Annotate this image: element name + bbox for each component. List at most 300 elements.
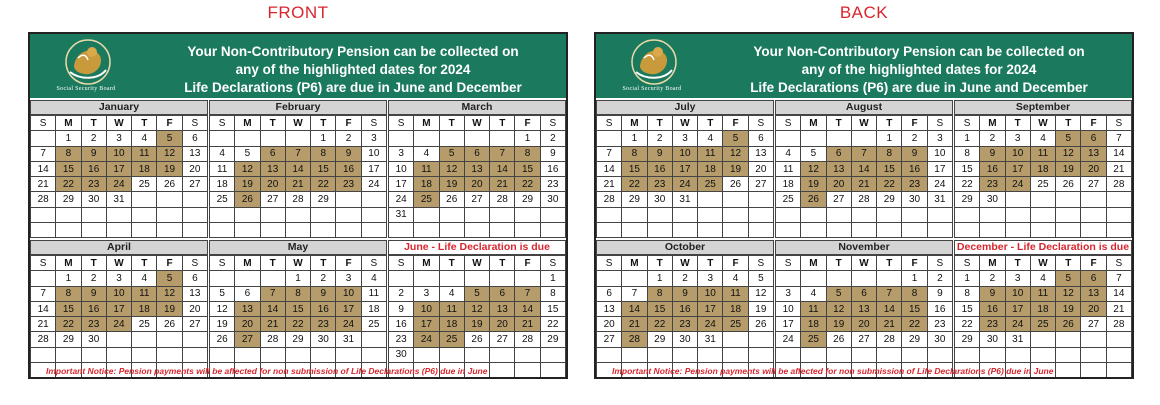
day-cell: 3 [1005, 271, 1030, 286]
month-header: November [775, 240, 953, 255]
day-cell: 20 [748, 161, 773, 176]
empty-cell [851, 223, 876, 238]
day-cell: 16 [540, 161, 565, 176]
day-cell: 11 [1030, 146, 1055, 161]
empty-cell [902, 207, 927, 222]
day-names-row [776, 116, 953, 131]
empty-cell [698, 192, 723, 207]
week-row [389, 146, 566, 161]
day-cell: 25 [132, 177, 157, 192]
day-cell: 11 [132, 286, 157, 301]
month-table [209, 255, 387, 378]
day-cell: 13 [182, 286, 207, 301]
day-cell: 8 [955, 146, 980, 161]
day-name: T [1005, 116, 1030, 131]
week-row [389, 332, 566, 347]
day-cell: 12 [464, 301, 489, 316]
empty-cell [980, 207, 1005, 222]
day-cell: 5 [1056, 131, 1081, 146]
empty-cell [1106, 332, 1131, 347]
empty-cell [490, 347, 515, 362]
empty-cell [877, 271, 902, 286]
day-cell: 2 [311, 271, 336, 286]
day-cell: 5 [210, 286, 235, 301]
empty-cell [1081, 347, 1106, 362]
empty-cell [672, 347, 697, 362]
day-cell: 14 [1106, 286, 1131, 301]
day-cell: 29 [902, 332, 927, 347]
day-names-row [210, 116, 387, 131]
week-row [31, 271, 208, 286]
week-row [389, 177, 566, 192]
day-name: S [776, 116, 801, 131]
day-cell: 30 [980, 332, 1005, 347]
empty-cell [826, 131, 851, 146]
day-cell: 10 [336, 286, 361, 301]
empty-cell [235, 223, 260, 238]
day-cell: 11 [361, 286, 386, 301]
day-cell: 22 [955, 317, 980, 332]
day-cell: 25 [439, 332, 464, 347]
day-cell: 15 [877, 161, 902, 176]
day-cell: 27 [235, 332, 260, 347]
day-cell: 16 [647, 161, 672, 176]
day-cell: 20 [235, 317, 260, 332]
empty-cell [851, 207, 876, 222]
empty-cell [1106, 192, 1131, 207]
day-cell: 1 [311, 131, 336, 146]
empty-cell [647, 347, 672, 362]
day-cell: 10 [927, 146, 952, 161]
day-name: T [698, 256, 723, 271]
empty-cell [210, 207, 235, 222]
empty-cell [361, 347, 386, 362]
day-cell: 31 [106, 192, 131, 207]
front-label: FRONT [267, 3, 329, 22]
banner-line-3: Life Declarations (P6) are due in June and December [750, 80, 1088, 95]
day-name: F [1081, 256, 1106, 271]
day-cell: 26 [723, 177, 748, 192]
day-cell: 30 [81, 192, 106, 207]
empty-cell [1005, 347, 1030, 362]
day-cell: 8 [515, 146, 540, 161]
day-name: S [1106, 256, 1131, 271]
day-cell: 19 [1056, 301, 1081, 316]
day-cell: 31 [698, 332, 723, 347]
day-cell: 19 [464, 317, 489, 332]
day-cell: 24 [389, 192, 414, 207]
day-cell: 24 [414, 332, 439, 347]
empty-cell [235, 271, 260, 286]
week-row [776, 192, 953, 207]
empty-cell [1081, 207, 1106, 222]
empty-cell [647, 223, 672, 238]
empty-cell [1056, 192, 1081, 207]
week-row [955, 131, 1132, 146]
day-cell: 27 [182, 317, 207, 332]
month-table [775, 255, 953, 378]
month-table [30, 255, 208, 378]
day-cell: 28 [490, 192, 515, 207]
day-cell: 14 [260, 301, 285, 316]
day-cell: 11 [210, 161, 235, 176]
day-name: M [801, 256, 826, 271]
week-row [955, 271, 1132, 286]
empty-cell [414, 223, 439, 238]
day-name: T [260, 116, 285, 131]
day-cell: 7 [1106, 131, 1131, 146]
empty-cell [81, 347, 106, 362]
day-cell: 19 [1056, 161, 1081, 176]
week-row [597, 161, 774, 176]
day-cell: 9 [980, 286, 1005, 301]
day-cell: 3 [927, 131, 952, 146]
day-cell: 3 [389, 146, 414, 161]
day-cell: 20 [182, 301, 207, 316]
empty-cell [260, 271, 285, 286]
empty-cell [597, 223, 622, 238]
day-cell: 4 [698, 131, 723, 146]
day-name: S [540, 116, 565, 131]
empty-cell [851, 131, 876, 146]
week-row [389, 286, 566, 301]
day-cell: 1 [56, 131, 81, 146]
day-cell: 7 [490, 146, 515, 161]
day-cell: 24 [336, 317, 361, 332]
day-cell: 4 [132, 271, 157, 286]
day-cell: 16 [81, 161, 106, 176]
day-cell: 30 [647, 192, 672, 207]
day-cell: 23 [81, 317, 106, 332]
day-cell: 1 [902, 271, 927, 286]
day-cell: 16 [311, 301, 336, 316]
day-name: F [723, 256, 748, 271]
empty-cell [490, 223, 515, 238]
day-cell: 18 [723, 301, 748, 316]
day-cell: 12 [1056, 146, 1081, 161]
day-cell: 29 [56, 332, 81, 347]
day-cell: 26 [464, 332, 489, 347]
week-row [210, 347, 387, 362]
day-cell: 5 [748, 271, 773, 286]
day-cell: 12 [210, 301, 235, 316]
empty-cell [31, 271, 56, 286]
empty-cell [235, 347, 260, 362]
day-cell: 6 [182, 271, 207, 286]
month-block [954, 240, 1132, 378]
empty-cell [801, 223, 826, 238]
week-row [597, 192, 774, 207]
empty-cell [157, 192, 182, 207]
empty-cell [260, 347, 285, 362]
day-cell: 15 [56, 161, 81, 176]
day-cell: 30 [902, 192, 927, 207]
day-cell: 20 [464, 177, 489, 192]
empty-cell [877, 347, 902, 362]
day-cell: 17 [389, 177, 414, 192]
day-cell: 8 [285, 286, 310, 301]
day-cell: 27 [464, 192, 489, 207]
day-cell: 7 [597, 146, 622, 161]
day-cell: 20 [182, 161, 207, 176]
week-row [955, 301, 1132, 316]
day-names-row [955, 256, 1132, 271]
day-name: F [336, 256, 361, 271]
empty-cell [106, 223, 131, 238]
day-name: S [210, 256, 235, 271]
day-cell: 5 [464, 286, 489, 301]
empty-cell [311, 223, 336, 238]
day-cell: 2 [389, 286, 414, 301]
banner-line-1: Your Non-Contributory Pension can be collected on [187, 44, 519, 59]
week-row [389, 347, 566, 362]
week-row [955, 347, 1132, 362]
day-cell: 27 [597, 332, 622, 347]
day-cell: 4 [439, 286, 464, 301]
day-cell: 12 [157, 286, 182, 301]
day-cell: 8 [622, 146, 647, 161]
empty-cell [851, 271, 876, 286]
day-cell: 3 [414, 286, 439, 301]
day-cell: 8 [647, 286, 672, 301]
day-name: W [851, 256, 876, 271]
day-name: W [1030, 116, 1055, 131]
empty-cell [826, 207, 851, 222]
day-name: M [235, 116, 260, 131]
day-cell: 4 [361, 271, 386, 286]
day-cell: 12 [1056, 286, 1081, 301]
empty-cell [801, 207, 826, 222]
empty-cell [672, 207, 697, 222]
empty-cell [490, 271, 515, 286]
empty-cell [1106, 207, 1131, 222]
day-cell: 1 [877, 131, 902, 146]
day-name: M [414, 256, 439, 271]
day-cell: 2 [927, 271, 952, 286]
day-cell: 15 [515, 161, 540, 176]
day-names-row [389, 116, 566, 131]
empty-cell [157, 207, 182, 222]
day-name: W [672, 256, 697, 271]
day-cell: 22 [311, 177, 336, 192]
day-cell: 25 [698, 177, 723, 192]
day-cell: 28 [260, 332, 285, 347]
day-cell: 28 [597, 192, 622, 207]
empty-cell [389, 271, 414, 286]
day-cell: 21 [597, 177, 622, 192]
day-cell: 14 [515, 301, 540, 316]
week-row [389, 301, 566, 316]
empty-cell [464, 271, 489, 286]
week-row [210, 177, 387, 192]
empty-cell [723, 332, 748, 347]
empty-cell [182, 207, 207, 222]
day-cell: 17 [698, 301, 723, 316]
day-cell: 13 [235, 301, 260, 316]
empty-cell [336, 223, 361, 238]
day-cell: 28 [877, 332, 902, 347]
day-name: W [672, 116, 697, 131]
day-cell: 6 [260, 146, 285, 161]
day-name: S [776, 256, 801, 271]
day-name: F [1081, 116, 1106, 131]
empty-cell [464, 207, 489, 222]
empty-cell [285, 347, 310, 362]
back-calendar-card [594, 32, 1134, 379]
banner-text [148, 43, 558, 97]
back-label: BACK [839, 3, 889, 22]
week-row [597, 347, 774, 362]
day-cell: 20 [1081, 161, 1106, 176]
day-names-row [210, 256, 387, 271]
empty-cell [285, 131, 310, 146]
week-row [776, 301, 953, 316]
empty-cell [540, 363, 565, 378]
day-name: F [336, 116, 361, 131]
day-name: M [622, 256, 647, 271]
day-name: W [106, 256, 131, 271]
empty-cell [336, 192, 361, 207]
empty-cell [540, 207, 565, 222]
day-name: F [902, 256, 927, 271]
day-cell: 11 [723, 286, 748, 301]
week-row [955, 146, 1132, 161]
day-cell: 13 [260, 161, 285, 176]
day-cell: 23 [980, 317, 1005, 332]
week-row [31, 161, 208, 176]
empty-cell [106, 347, 131, 362]
day-cell: 21 [31, 177, 56, 192]
day-cell: 13 [826, 161, 851, 176]
empty-cell [1106, 363, 1131, 378]
day-cell: 9 [81, 146, 106, 161]
day-cell: 13 [1081, 286, 1106, 301]
day-cell: 4 [776, 146, 801, 161]
day-cell: 22 [56, 317, 81, 332]
empty-cell [776, 271, 801, 286]
day-cell: 30 [81, 332, 106, 347]
month-table [388, 115, 566, 238]
empty-cell [81, 223, 106, 238]
day-cell: 23 [336, 177, 361, 192]
day-name: S [389, 116, 414, 131]
day-cell: 26 [826, 332, 851, 347]
week-row [776, 271, 953, 286]
day-cell: 7 [31, 286, 56, 301]
day-cell: 25 [361, 317, 386, 332]
day-cell: 14 [597, 161, 622, 176]
day-cell: 9 [81, 286, 106, 301]
day-cell: 25 [1030, 177, 1055, 192]
day-cell: 2 [336, 131, 361, 146]
day-name: M [414, 116, 439, 131]
day-cell: 26 [1056, 317, 1081, 332]
day-name: S [1106, 116, 1131, 131]
empty-cell [980, 223, 1005, 238]
empty-cell [361, 223, 386, 238]
day-name: W [464, 256, 489, 271]
day-cell: 17 [1005, 161, 1030, 176]
week-row [389, 271, 566, 286]
day-cell: 17 [672, 161, 697, 176]
empty-cell [622, 347, 647, 362]
day-cell: 5 [801, 146, 826, 161]
week-row [210, 332, 387, 347]
logo-text: Social Security Board [56, 86, 116, 92]
day-name: T [877, 256, 902, 271]
day-cell: 25 [210, 192, 235, 207]
empty-cell [748, 332, 773, 347]
empty-cell [1106, 223, 1131, 238]
day-cell: 19 [157, 301, 182, 316]
banner-line-2: any of the highlighted dates for 2024 [801, 62, 1037, 77]
day-cell: 11 [801, 301, 826, 316]
day-cell: 17 [361, 161, 386, 176]
day-cell: 28 [851, 192, 876, 207]
day-cell: 3 [106, 131, 131, 146]
month-block [596, 100, 774, 238]
day-cell: 18 [439, 317, 464, 332]
day-cell: 1 [285, 271, 310, 286]
day-cell: 13 [490, 301, 515, 316]
day-name: M [980, 256, 1005, 271]
empty-cell [414, 207, 439, 222]
month-table [388, 255, 566, 378]
day-cell: 20 [1081, 301, 1106, 316]
week-row [210, 317, 387, 332]
day-cell: 3 [336, 271, 361, 286]
day-cell: 9 [927, 286, 952, 301]
day-cell: 8 [877, 146, 902, 161]
day-cell: 2 [902, 131, 927, 146]
month-table [954, 115, 1132, 238]
week-row [597, 317, 774, 332]
day-cell: 21 [877, 317, 902, 332]
empty-cell [1081, 363, 1106, 378]
empty-cell [132, 192, 157, 207]
day-names-row [31, 116, 208, 131]
empty-cell [389, 131, 414, 146]
day-cell: 19 [210, 317, 235, 332]
empty-cell [748, 192, 773, 207]
empty-cell [515, 363, 540, 378]
empty-cell [826, 271, 851, 286]
empty-cell [698, 207, 723, 222]
empty-cell [361, 332, 386, 347]
empty-cell [1005, 192, 1030, 207]
day-cell: 21 [31, 317, 56, 332]
week-row [597, 223, 774, 238]
day-cell: 18 [132, 161, 157, 176]
empty-cell [801, 347, 826, 362]
day-name: M [622, 116, 647, 131]
empty-cell [1030, 192, 1055, 207]
day-cell: 20 [260, 177, 285, 192]
day-cell: 21 [490, 177, 515, 192]
day-cell: 14 [877, 301, 902, 316]
month-header: June - Life Declaration is due [388, 240, 566, 255]
day-cell: 8 [56, 286, 81, 301]
day-cell: 2 [980, 271, 1005, 286]
day-cell: 12 [801, 161, 826, 176]
day-name: T [1005, 256, 1030, 271]
day-cell: 29 [56, 192, 81, 207]
day-cell: 25 [776, 192, 801, 207]
day-name: T [826, 256, 851, 271]
week-row [31, 332, 208, 347]
day-cell: 30 [980, 192, 1005, 207]
day-cell: 28 [1106, 317, 1131, 332]
